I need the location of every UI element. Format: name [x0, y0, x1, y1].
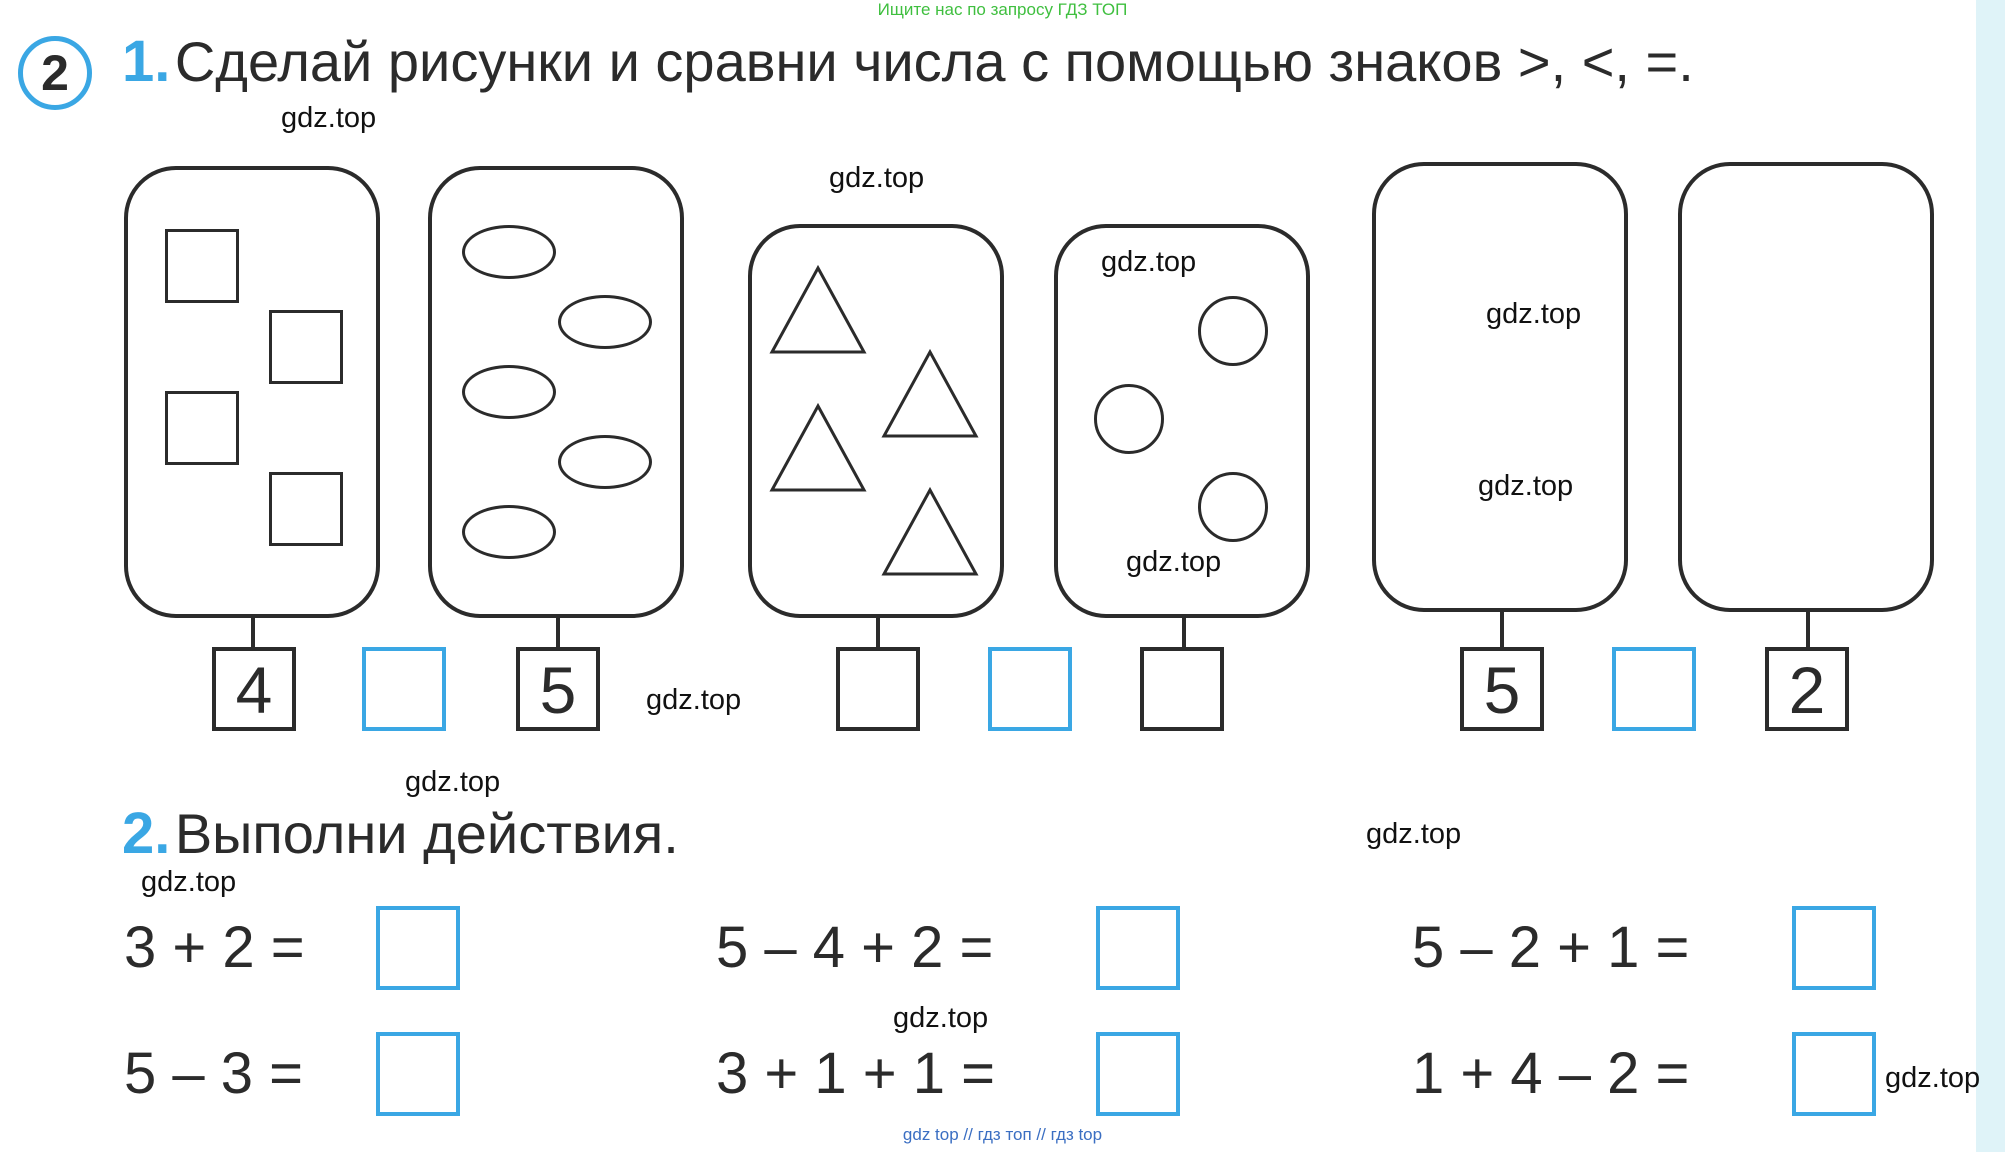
- card-connector: [556, 616, 560, 648]
- card-connector: [1806, 610, 1810, 648]
- circle-shape: [1198, 472, 1268, 542]
- card-number-box: 2: [1765, 647, 1849, 731]
- compare-sign-box[interactable]: [988, 647, 1072, 731]
- card-empty-drawing[interactable]: [1678, 162, 1934, 612]
- right-edge-strip: [1976, 0, 2005, 1152]
- exercise-expression: 5 – 3 =: [124, 1041, 303, 1106]
- card-ovals: [428, 166, 684, 618]
- task2-heading: [122, 800, 679, 867]
- exercise-expression: 5 – 2 + 1 =: [1412, 915, 1690, 980]
- answer-box[interactable]: [1792, 906, 1876, 990]
- watermark: gdz.top: [1366, 818, 1462, 850]
- footer-links: gdz top // гдз топ // гдз top: [902, 1125, 1103, 1144]
- watermark: gdz.top: [646, 684, 742, 716]
- card-number-box: 5: [1460, 647, 1544, 731]
- answer-box[interactable]: [1792, 1032, 1876, 1116]
- answer-box[interactable]: [1096, 1032, 1180, 1116]
- card-connector: [1500, 610, 1504, 648]
- task2-text: Выполни действия.: [174, 802, 679, 865]
- task2-number: 2.: [122, 801, 171, 866]
- square-shape: [165, 391, 239, 465]
- card-number-box: 5: [516, 647, 600, 731]
- oval-shape: [462, 225, 556, 279]
- watermark: gdz.top: [1486, 298, 1582, 330]
- oval-shape: [558, 435, 652, 489]
- watermark: gdz.top: [1126, 546, 1222, 578]
- card-connector: [1182, 616, 1186, 648]
- card-triangles: [748, 224, 1004, 618]
- triangles-group: [752, 228, 1008, 622]
- square-shape: [269, 472, 343, 546]
- task1-heading: [122, 28, 1694, 95]
- card-number-box[interactable]: [836, 647, 920, 731]
- answer-box[interactable]: [1096, 906, 1180, 990]
- exercise-expression: 1 + 4 – 2 =: [1412, 1041, 1690, 1106]
- answer-box[interactable]: [376, 1032, 460, 1116]
- card-connector: [876, 616, 880, 648]
- square-shape: [269, 310, 343, 384]
- watermark: gdz.top: [281, 102, 377, 134]
- compare-sign-box[interactable]: [362, 647, 446, 731]
- triangle-shape: [772, 268, 864, 352]
- oval-shape: [462, 505, 556, 559]
- compare-sign-box[interactable]: [1612, 647, 1696, 731]
- card-connector: [251, 616, 255, 648]
- watermark: gdz.top: [893, 1002, 989, 1034]
- task1-text: Сделай рисунки и сравни числа с помощью знаков >, <, =.: [174, 30, 1694, 93]
- square-shape: [165, 229, 239, 303]
- answer-box[interactable]: [376, 906, 460, 990]
- card-number-box[interactable]: [1140, 647, 1224, 731]
- top-banner: Ищите нас по запросу ГДЗ ТОП: [877, 0, 1128, 19]
- exercise-expression: 3 + 1 + 1 =: [716, 1041, 995, 1106]
- watermark: gdz.top: [405, 766, 501, 798]
- circle-shape: [1094, 384, 1164, 454]
- circle-shape: [1198, 296, 1268, 366]
- triangle-shape: [884, 490, 976, 574]
- page-badge: 2: [18, 36, 92, 110]
- watermark: gdz.top: [1101, 246, 1197, 278]
- card-empty-drawing[interactable]: [1372, 162, 1628, 612]
- triangle-shape: [772, 406, 864, 490]
- card-squares: [124, 166, 380, 618]
- triangle-shape: [884, 352, 976, 436]
- oval-shape: [462, 365, 556, 419]
- exercise-expression: 3 + 2 =: [124, 915, 305, 980]
- watermark: gdz.top: [1885, 1062, 1981, 1094]
- watermark: gdz.top: [1478, 470, 1574, 502]
- watermark: gdz.top: [829, 162, 925, 194]
- card-number-box: 4: [212, 647, 296, 731]
- exercise-expression: 5 – 4 + 2 =: [716, 915, 994, 980]
- oval-shape: [558, 295, 652, 349]
- task1-number: 1.: [122, 29, 171, 94]
- watermark: gdz.top: [141, 866, 237, 898]
